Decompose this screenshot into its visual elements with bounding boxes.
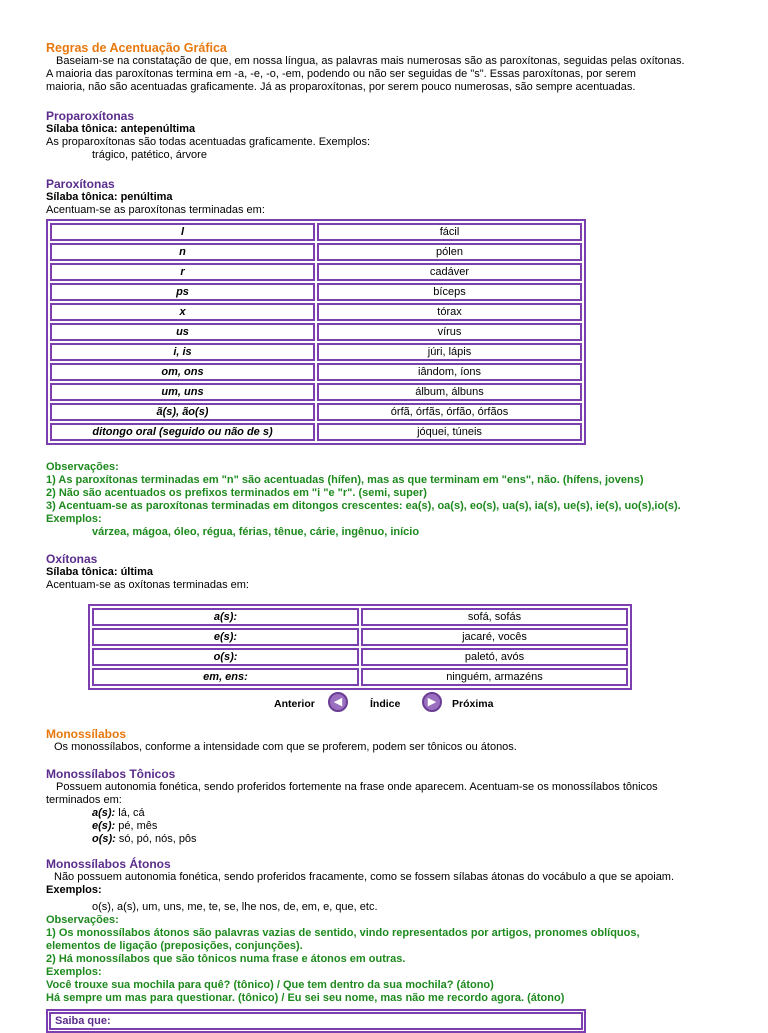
- paroxitonas-row: [50, 383, 582, 401]
- oxitonas-example-cell: ninguém, armazéns: [361, 668, 628, 686]
- observacoes-section: [46, 461, 736, 539]
- observacao-1: 1) As paroxítonas terminadas em "n" são acentuadas (hífen), mas as que terminam em "ens", não. (hífens, jovens): [46, 474, 644, 486]
- paroxitonas-example-cell: iândom, íons: [317, 363, 582, 381]
- paroxitonas-example-cell: jóquei, túneis: [317, 423, 582, 441]
- saiba-que-box: [46, 1009, 586, 1033]
- proparoxitonas-examples: trágico, patético, árvore: [92, 149, 207, 161]
- paroxitonas-ending-cell: ã(s), ão(s): [50, 403, 315, 421]
- oxitonas-ending-cell: e(s):: [92, 628, 359, 646]
- proparoxitonas-title: Proparoxítonas: [46, 109, 135, 123]
- arrow-right-icon[interactable]: ▶: [422, 692, 442, 712]
- proparoxitonas-section: [46, 110, 736, 162]
- monossilabos-text: Os monossílabos, conforme a intensidade com que se proferem, podem ser tônicos ou átonos.: [54, 741, 517, 753]
- paroxitonas-example-cell: fácil: [317, 223, 582, 241]
- atonos-obs-title: Observações:: [46, 914, 119, 926]
- paroxitonas-example-cell: júri, lápis: [317, 343, 582, 361]
- paroxitonas-table: [46, 219, 586, 445]
- paroxitonas-ending-cell: i, is: [50, 343, 315, 361]
- oxitonas-section: [46, 553, 736, 690]
- paroxitonas-example-cell: vírus: [317, 323, 582, 341]
- paroxitonas-title: Paroxítonas: [46, 177, 115, 191]
- paroxitonas-ending-cell: x: [50, 303, 315, 321]
- oxitonas-row: [92, 648, 628, 666]
- index-link[interactable]: Índice: [370, 698, 401, 710]
- paroxitonas-example-cell: tórax: [317, 303, 582, 321]
- oxitonas-example-cell: sofá, sofás: [361, 608, 628, 626]
- paroxitonas-ending-cell: l: [50, 223, 315, 241]
- oxitonas-text: Acentuam-se as oxítonas terminadas em:: [46, 579, 249, 591]
- observacao-3: 3) Acentuam-se as paroxítonas terminadas em ditongos crescentes: ea(s), oa(s), eo(s), ua(s), ia(s), ue(s), ie(s), uo(s),io(s).: [46, 500, 681, 512]
- paroxitonas-row: [50, 263, 582, 281]
- oxitonas-example-cell: jacaré, vocês: [361, 628, 628, 646]
- intro-line-3: maioria, não são acentuadas graficamente. Já as proparoxítonas, por serem pouco numerosas, são sempre acentuadas.: [46, 81, 636, 93]
- paroxitonas-ending-cell: n: [50, 243, 315, 261]
- paroxitonas-row: [50, 423, 582, 441]
- arrow-left-icon[interactable]: ◀: [328, 692, 348, 712]
- paroxitonas-example-cell: álbum, álbuns: [317, 383, 582, 401]
- proparoxitonas-text: As proparoxítonas são todas acentuadas graficamente. Exemplos:: [46, 136, 371, 148]
- paroxitonas-example-cell: pólen: [317, 243, 582, 261]
- tonicos-title: Monossílabos Tônicos: [46, 767, 176, 781]
- proparoxitonas-silaba: Sílaba tônica: antepenúltima: [46, 123, 196, 135]
- oxitonas-table: [88, 604, 632, 690]
- oxitonas-row: [92, 608, 628, 626]
- paroxitonas-row: [50, 223, 582, 241]
- paroxitonas-example-cell: órfã, órfãs, órfão, órfãos: [317, 403, 582, 421]
- monossilabos-section: [46, 728, 736, 754]
- observacao-2: 2) Não são acentuados os prefixos terminados em "i "e "r". (semi, super): [46, 487, 427, 499]
- prev-link[interactable]: Anterior: [274, 698, 315, 710]
- observacoes-examples: várzea, mágoa, óleo, régua, férias, tênue, cárie, ingênuo, início: [92, 526, 420, 538]
- paroxitonas-row: [50, 243, 582, 261]
- paroxitonas-silaba: Sílaba tônica: penúltima: [46, 191, 173, 203]
- oxitonas-row: [92, 628, 628, 646]
- tonicos-section: [46, 768, 736, 846]
- oxitonas-ending-cell: a(s):: [92, 608, 359, 626]
- tonicos-text-1: Possuem autonomia fonética, sendo proferidos fortemente na frase onde aparecem. Acentuam-se os monossílabos tônicos: [56, 781, 658, 793]
- document-page: [46, 42, 736, 1033]
- tonicos-item-a: a(s): lá, cá: [92, 807, 145, 819]
- paroxitonas-ending-cell: us: [50, 323, 315, 341]
- tonicos-text-2: terminados em:: [46, 794, 122, 806]
- paroxitonas-ending-cell: om, ons: [50, 363, 315, 381]
- atonos-examples-label: Exemplos:: [46, 884, 102, 896]
- atonos-section: [46, 858, 736, 1005]
- paroxitonas-ending-cell: ditongo oral (seguido ou não de s): [50, 423, 315, 441]
- oxitonas-ending-cell: o(s):: [92, 648, 359, 666]
- tonicos-item-e: e(s): pé, mês: [92, 820, 158, 832]
- oxitonas-example-cell: paletó, avós: [361, 648, 628, 666]
- oxitonas-title: Oxítonas: [46, 552, 98, 566]
- atonos-text: Não possuem autonomia fonética, sendo proferidos fracamente, como se fossem sílabas átonas do vocábulo a que se apoiam.: [54, 871, 675, 883]
- atonos-ex2-label: Exemplos:: [46, 966, 102, 978]
- page-title: Regras de Acentuação Gráfica: [46, 41, 227, 55]
- atonos-examples: o(s), a(s), um, uns, me, te, se, lhe nos, de, em, e, que, etc.: [92, 901, 378, 913]
- intro-line-2: A maioria das paroxítonas termina em -a, -e, -o, -em, podendo ou não ser seguidas de "s". Essas paroxítonas, por serem: [46, 68, 636, 80]
- observacoes-examples-label: Exemplos:: [46, 513, 102, 525]
- atonos-title: Monossílabos Átonos: [46, 857, 171, 871]
- paroxitonas-ending-cell: ps: [50, 283, 315, 301]
- atonos-ex2-1: Você trouxe sua mochila para quê? (tônico) / Que tem dentro da sua mochila? (átono): [46, 979, 494, 991]
- tonicos-item-o: o(s): só, pó, nós, pôs: [92, 833, 197, 845]
- paroxitonas-text: Acentuam-se as paroxítonas terminadas em:: [46, 204, 265, 216]
- paroxitonas-example-cell: bíceps: [317, 283, 582, 301]
- paroxitonas-section: [46, 178, 736, 445]
- paroxitonas-row: [50, 403, 582, 421]
- paroxitonas-row: [50, 303, 582, 321]
- paroxitonas-example-cell: cadáver: [317, 263, 582, 281]
- oxitonas-ending-cell: em, ens:: [92, 668, 359, 686]
- paroxitonas-row: [50, 323, 582, 341]
- page-navigation: [46, 692, 736, 716]
- paroxitonas-row: [50, 283, 582, 301]
- oxitonas-row: [92, 668, 628, 686]
- paroxitonas-ending-cell: r: [50, 263, 315, 281]
- oxitonas-silaba: Sílaba tônica: última: [46, 566, 153, 578]
- atonos-ex2-2: Há sempre um mas para questionar. (tônico) / Eu sei seu nome, mas não me recordo agora. (átono): [46, 992, 565, 1004]
- monossilabos-title: Monossílabos: [46, 727, 127, 741]
- intro-line-1: Baseiam-se na constatação de que, em nossa língua, as palavras mais numerosas são as paroxítonas, seguidas pelas oxítonas.: [56, 55, 685, 67]
- paroxitonas-row: [50, 343, 582, 361]
- atonos-obs-2: 2) Há monossílabos que são tônicos numa frase e átonos em outras.: [46, 953, 406, 965]
- observacoes-title: Observações:: [46, 461, 119, 473]
- atonos-obs-1b: elementos de ligação (preposições, conjunções).: [46, 940, 303, 952]
- paroxitonas-ending-cell: um, uns: [50, 383, 315, 401]
- saiba-que-label: Saiba que:: [49, 1012, 583, 1030]
- atonos-obs-1a: 1) Os monossílabos átonos são palavras vazias de sentido, vindo representados por artigos, pronomes oblíquos,: [46, 927, 640, 939]
- next-link[interactable]: Próxima: [452, 698, 494, 710]
- paroxitonas-row: [50, 363, 582, 381]
